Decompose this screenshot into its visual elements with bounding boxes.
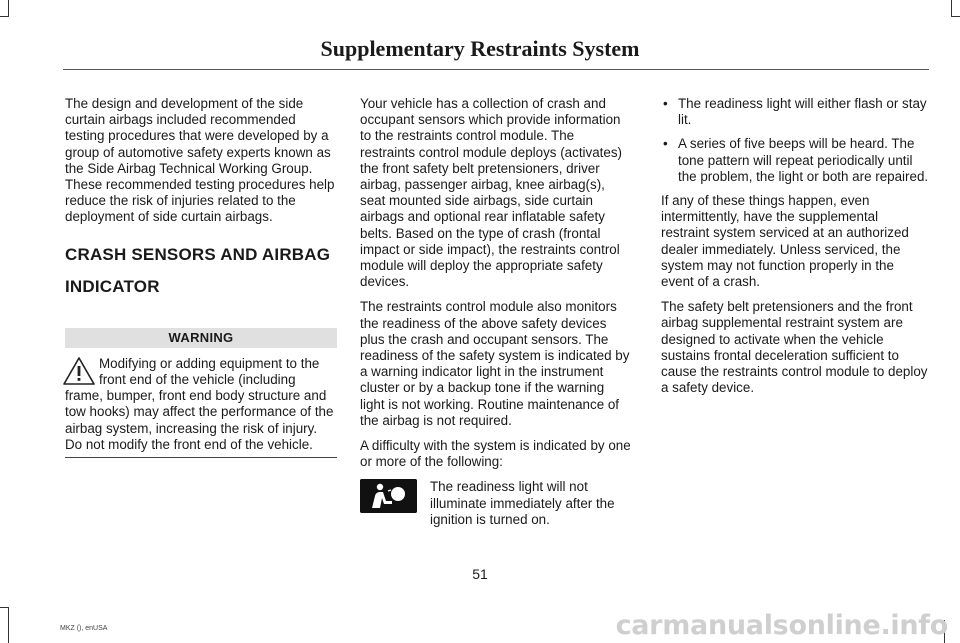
paragraph-sensors: Your vehicle has a collection of crash and occupant sensors which provide information to the restraints control module. The restraints control module deploys (activates) the front safety belt pretensioners, driver airbag, passenger airbag, knee airbag(s), seat mounted side airbags, side curtain airbags and optional rear inflatable safety belts. Based on the type of crash (frontal impact or side impact), the restraints control module will deploy the appropriate safety devices. <box>360 96 622 290</box>
warning-triangle-icon <box>62 356 96 386</box>
watermark: carmanualsonline.info <box>615 610 948 641</box>
column-right <box>661 96 929 405</box>
crop-mark <box>951 16 960 17</box>
paragraph-monitoring: The restraints control module also monitors the readiness of the above safety devices plus the crash and occupant sensors. The readiness of the safety system is indicated by a warning indicator light in the instrument cluster or by a backup tone if the warning light is not working. Routine maintenance of the airbag is not required. <box>360 299 630 428</box>
crop-mark <box>8 0 9 17</box>
footer-code: MKZ (), enUSA <box>60 625 108 632</box>
warning-text: Modifying or adding equipment to the front end of the vehicle (including frame, bumper, front end body structure and tow hooks) may affect the performance of the airbag system, increasing the risk of injury. Do not modify the front end of the vehicle. <box>65 355 334 452</box>
paragraph-pretensioners: The safety belt pretensioners and the front airbag supplemental restraint system are designed to activate when the vehicle sustains frontal deceleration sufficient to cause the restraints control module to deploy a safety device. <box>661 299 928 396</box>
warning-divider <box>65 457 337 458</box>
column-middle <box>360 96 632 528</box>
paragraph-service: If any of these things happen, even intermittently, have the supplemental restraint system serviced at an authorized dealer immediately. Unless serviced, the system may not function properly in the event of a crash. <box>661 193 909 290</box>
indicator-text: The readiness light will not illuminate immediately after the ignition is turned on. <box>430 479 615 527</box>
page-number: 51 <box>472 566 488 582</box>
section-heading-line2: INDICATOR <box>65 276 160 296</box>
paragraph-difficulty: A difficulty with the system is indicated by one or more of the following: <box>360 438 631 470</box>
list-item-text: A series of five beeps will be heard. The tone pattern will repeat periodically until the problem, the light or both are repaired. <box>678 136 929 184</box>
crop-mark <box>8 608 9 643</box>
section-heading-line1: CRASH SENSORS AND AIRBAG <box>65 244 331 264</box>
crop-mark <box>951 0 952 17</box>
header-divider <box>63 69 929 70</box>
list-item <box>661 96 929 128</box>
indicator-item <box>360 479 632 528</box>
bullet-marker: • <box>663 136 668 152</box>
list-item-text: The readiness light will either flash or stay lit. <box>678 96 927 128</box>
airbag-warning-light-icon <box>360 479 417 513</box>
bullet-marker: • <box>663 96 668 111</box>
intro-paragraph: The design and development of the side curtain airbags included recommended testing procedures that were developed by a group of automotive safety experts known as the Side Airbag Technical Working Group. These recommended testing procedures help reduce the risk of injuries related to the deployment of side curtain airbags. <box>65 96 335 225</box>
column-left <box>65 96 337 466</box>
crop-mark <box>0 16 9 17</box>
list-item <box>661 136 929 185</box>
section-heading <box>65 244 337 298</box>
warning-label: WARNING <box>65 328 337 348</box>
page-title: Supplementary Restraints System <box>320 36 640 61</box>
crop-mark <box>0 607 9 608</box>
warning-box <box>65 356 337 466</box>
